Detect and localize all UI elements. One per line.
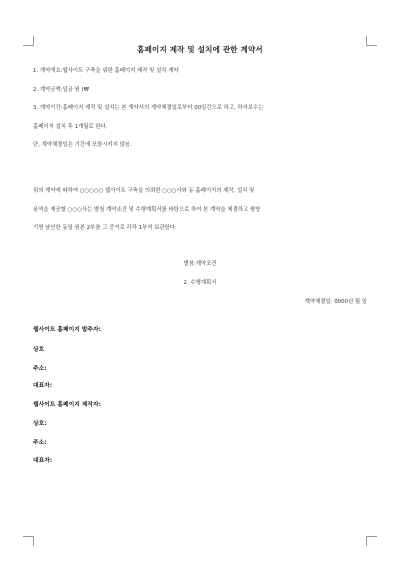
clause-note: 단, 계약체결일은 기간에 포함시키지 않음. — [33, 142, 132, 148]
clause-overview: 1. 계약개요:웹사이트 구축을 위한 홈페이지 제작 및 설치 계약 — [33, 68, 179, 74]
crop-mark-bottom-right — [366, 536, 367, 546]
attachment-plan: 2. 수행계획서 — [183, 280, 217, 286]
crop-mark-bottom-left — [33, 536, 34, 546]
orderer-heading: 웹사이트 홈페이지 발주자: — [33, 327, 101, 333]
orderer-representative-label: 대표자: — [33, 383, 53, 389]
document-title: 홈페이지 제작 및 설치에 관한 계약서 — [137, 45, 263, 54]
maker-company-label: 상호: — [33, 421, 47, 427]
crop-mark-bottom-left — [23, 536, 33, 537]
orderer-company-label: 상호 — [33, 347, 45, 353]
clause-amount: 2. 계약금액:일금 원 (₩ — [33, 87, 89, 93]
maker-address-label: 주소: — [33, 440, 47, 446]
attachment-conditions: 별첨:계약조건 — [183, 261, 217, 267]
maker-heading: 웹사이트 홈페이지 제작자: — [33, 402, 101, 408]
clause-period: 3. 계약기간:홈페이지 제작 및 설치는 본 계약서의 계약체결일로부터 00일간으로 하고, 하자보수는 — [33, 105, 264, 111]
maker-representative-label: 대표자: — [33, 458, 53, 464]
crop-mark-bottom-right — [367, 536, 377, 537]
agreement-line-1: 위의 계약에 따하여 ○○○○○ 웹사이트 구축을 의뢰한 ○○○사와 동 홈페이지의 제작, 설치 및 — [33, 188, 255, 194]
contract-date: 계약체결일: 0000년 월 일 — [304, 299, 367, 305]
agreement-line-2: 용역을 제공할 ○○○사는 별첨 계약조건 및 수행계획서를 바탕으로 하여 본 계약을 체결하고 쌍방 — [33, 207, 261, 213]
agreement-line-3: 기명 날인한 동일 원본 2부를 그 증거로 각각 1부씩 보관한다. — [33, 225, 177, 231]
clause-period-continued: 홈페이지 설치 후 1개월로 한다. — [33, 124, 108, 130]
orderer-address-label: 주소: — [33, 366, 47, 372]
